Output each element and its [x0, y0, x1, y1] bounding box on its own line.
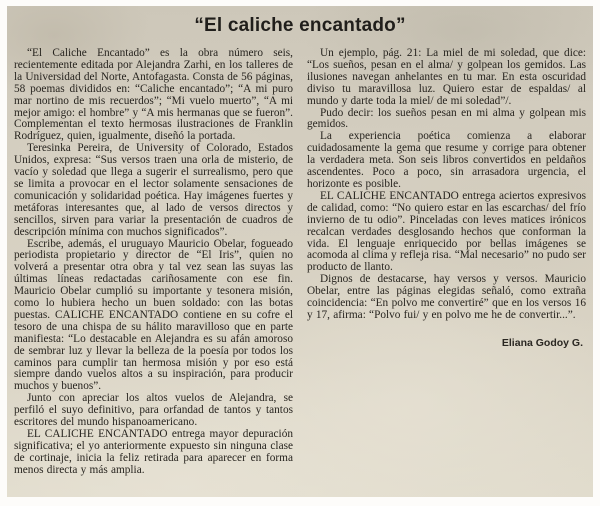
byline: Eliana Godoy G. [501, 336, 583, 349]
article-title: “El caliche encantado” [194, 15, 406, 36]
paragraph-ejemplo: Un ejemplo, pág. 21: La miel de mi soledad, que dice: “Los sueños, pesan en el alma/ y golpean los gemidos. Las ilusiones navegan anhelantes en tu mar. En esta oscuridad diviso tu maravillosa luz. Quiero estar de espaldas/ al mundo y darte toda la miel/ de mi soledad”/. [307, 47, 586, 107]
column-left [14, 48, 293, 477]
paragraph-aciertos: EL CALICHE ENCANTADO entrega aciertos expresivos de calidad, como: “No quiero estar en las escarchas/ del frío invierno de tu odio”. Pinceladas con leves matices irónicos recalcan verdades desglosando hechos que conforman la vida. El lenguaje enriquecido por bellas imágenes se acomoda al clima y refleja risa. “Mal necesario” no pudo ser producto de llanto. [307, 189, 586, 274]
paragraph-intro: “El Caliche Encantado” es la obra número seis, recientemente editada por Alejandra Zarhi, en los talleres de la Universidad del Norte, Antofagasta. Consta de 56 páginas, 58 poemas divididos en: “Caliche encantado”; “A mi puro mar nortino de mis recuerdos”; “Mi vuelo muerto”, “A mi mejor amigo: el hombre” y “A mis hermanas que se fueron”. Complementan el texto hermosas ilustraciones de Franklin Rodríguez, quien, igualmente, diseñó la portada. [14, 47, 293, 143]
column-right [307, 48, 586, 477]
paragraph-experiencia: La experiencia poética comienza a elaborar cuidadosamente la gema que resume y corrige para obtener la verdadera meta. Son seis libros convertidos en peldaños ascendentes. Poco a poco, sin arrasadora urgencia, el horizonte es posible. [307, 130, 586, 190]
newsprint-paper [7, 6, 593, 497]
article-columns [11, 48, 589, 477]
paragraph-teresinka-quote: Teresinka Pereira, de University of Colorado, Estados Unidos, expresa: “Sus versos traen una orla de misterio, de vacío y soledad que llega a sugerir el surrealismo, pero que se limita a provocar en el lector solamente sensaciones de comunicación y solidaridad poética. Hay imágenes fuertes y metáforas interesantes que, al lado de versos directos y sencillos, sirven para variar la presentación de cuadros de descripción mínima con muchos significados”. [14, 142, 293, 238]
paragraph-pudo-decir: Pudo decir: los sueños pesan en mi alma y golpean mis gemidos. [307, 106, 586, 131]
paragraph-obelar: Escribe, además, el uruguayo Mauricio Obelar, fogueado periodista propietario y director de “El Iris”, quien no volverá a presentar otra obra y tal vez sean las suyas las últimas líneas redactadas cariñosamente con ese fin. Mauricio Obelar cumplió su importante y tesonera misión, como lo hubiera hecho un buen soldado: con las botas puestas. CALICHE ENCANTADO contiene en su cofre el tesoro de una chispa de su hálito maravilloso que en parte manifiesta: “Lo destacable en Alejandra es su afán amoroso de sembrar luz y llevar la belleza de la poesía por todos los caminos para cumplir tan hermosa misión y por eso está siempre dando vuelos altos a su inspiración, para producir muchos y buenos”. [14, 237, 293, 393]
paragraph-vuelos: Junto con apreciar los altos vuelos de Alejandra, se perfiló el suyo definitivo, para orfandad de tantos y tantos escritores del mundo hispanoamericano. [14, 392, 293, 429]
paragraph-dignos: Dignos de destacarse, hay versos y versos. Mauricio Obelar, entre las páginas elegidas señaló, como extraña coincidencia: “En polvo me convertiré” que en los versos 16 y 17, afirma: “Polvo fui/ y en polvo me he de convertir...”. [307, 273, 586, 321]
paragraph-depuracion: EL CALICHE ENCANTADO entrega mayor depuración significativa; el yo anteriormente expuesto sin ninguna clase de cortinaje, inicia la feliz retirada para aparecer en forma menos directa y más amplia. [14, 428, 293, 476]
